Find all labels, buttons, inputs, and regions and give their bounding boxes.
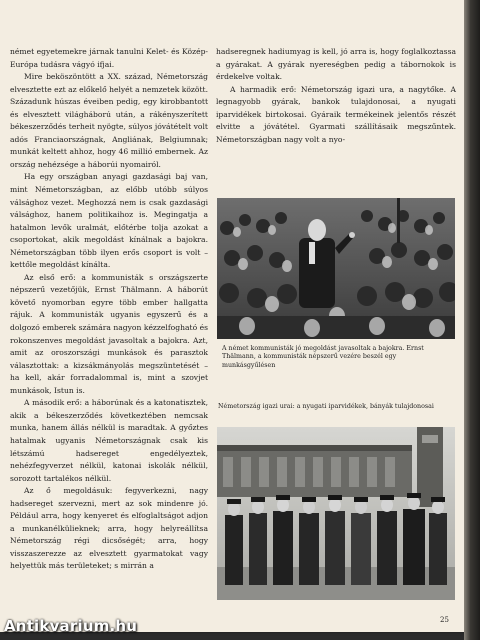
photo-caption: A német kommunisták jó megoldást javasoltak a bajokra. Ernst Thälmann, a kommunisták népszerű vezére beszél egy munkásgyűlésen <box>222 345 424 369</box>
paragraph: A harmadik erő: Németország igazi ura, a nagytőke. A legnagyobb gyárak, bankok tulajdonosai, a nyugati iparvidékek birtokosai. Gyáraik termékeinek jelentős részét elvitte a jóvátétel. Gyarmati szállításaik megszűntek. Németországban nagy volt a nyo- <box>216 84 456 144</box>
paragraph: német egyetemekre járnak tanulni Kelet- és Közép-Európa tudásra vágyó ifjai. <box>10 47 208 69</box>
paragraph: Mire beköszöntött a XX. század, Németország elvesztette ezt az előkelő helyét a nemzetek között. Századunk húszas éveiben pedig, egy kirobbantott és elvesztett világháború után, a rákényszerített békeszerződés terheit nyögte, súlyos jóvátételt volt adós Franciaországnak, Angliának, Belgiumnak; munkát keltett ahhoz, hogy 46 millió embernek. Az ország nehézsége a háborúi nyomairól. <box>10 72 208 169</box>
paragraph: A második erő: a háborúnak és a katonatisztek, akik a békeszerződés következtében nemcsak munka, hanem állás nélkül is maradtak. A győztes hatalmak ugyanis Németországnak csak kis létszámú hadsereget engedélyeztek, nehézfegyverzet nélkül, katonai iskolák nélkül, sorozott tartalékos nélkül. <box>10 398 208 483</box>
paragraph: Az első erő: a kommunisták s országszerte népszerű vezetőjük, Ernst Thälmann. A háborút követő nyomorban egyre több ember hallgatta rájuk. A kommunisták ugyanis egyszerű és a dolgozó emberek számára nagyon kézzelfogható és rokonszenves megoldást javasoltak a bajokra. Azt, amit az oroszországi munkások és parasztok választottak: a kizsákmányolás megszüntetését – ha kell, akár forradalommal is, mint a szovjet munkások, Istun is. <box>10 272 208 395</box>
left-text-column <box>10 46 208 573</box>
book-spine-edge <box>464 0 480 640</box>
rally-photo <box>217 198 455 339</box>
photo-caption: Németország igazi urai: a nyugati iparvidékek, bányák tulajdonosai <box>218 403 434 410</box>
industrialists-photo <box>217 427 455 600</box>
paragraph: Ha egy országban anyagi gazdasági baj van, mint Németországban, az előbb utóbb súlyos válsághoz vezet. Meghozzá nem is csak gazdasági válsághoz, hanem politikaihoz is. Megingatja a hatalmon levők uralmát, előtérbe tolja azokat a csoportokat, akik megoldást kínálnak a bajokra. Németországban több ilyen erős csoport is volt – kettőle megoldást kínálta. <box>10 172 208 270</box>
right-text-column <box>216 46 456 146</box>
page-number: 25 <box>440 616 449 624</box>
paragraph: hadseregnek hadiumyag is kell, jó arra is, hogy foglalkoztassa a gyárakat. A gyárak nyereségben pedig a tábornokok is érdekelve voltak. <box>216 47 456 82</box>
watermark: Antikvarium.hu <box>4 617 138 635</box>
paragraph: Az ő megoldásuk: fegyverkezni, nagy hadsereget szervezni, mert az sok mindenre jó. Például arra, hogy kenyeret és elfoglaltságot adjon a munkanélkülieknek; arra, hogy helyreállítsa Németország régi dicsőségét; arra, hogy visszaszerezze az elvesztett gyarmatokat vagy helyettük más területeket; s mirrán a <box>10 486 208 571</box>
